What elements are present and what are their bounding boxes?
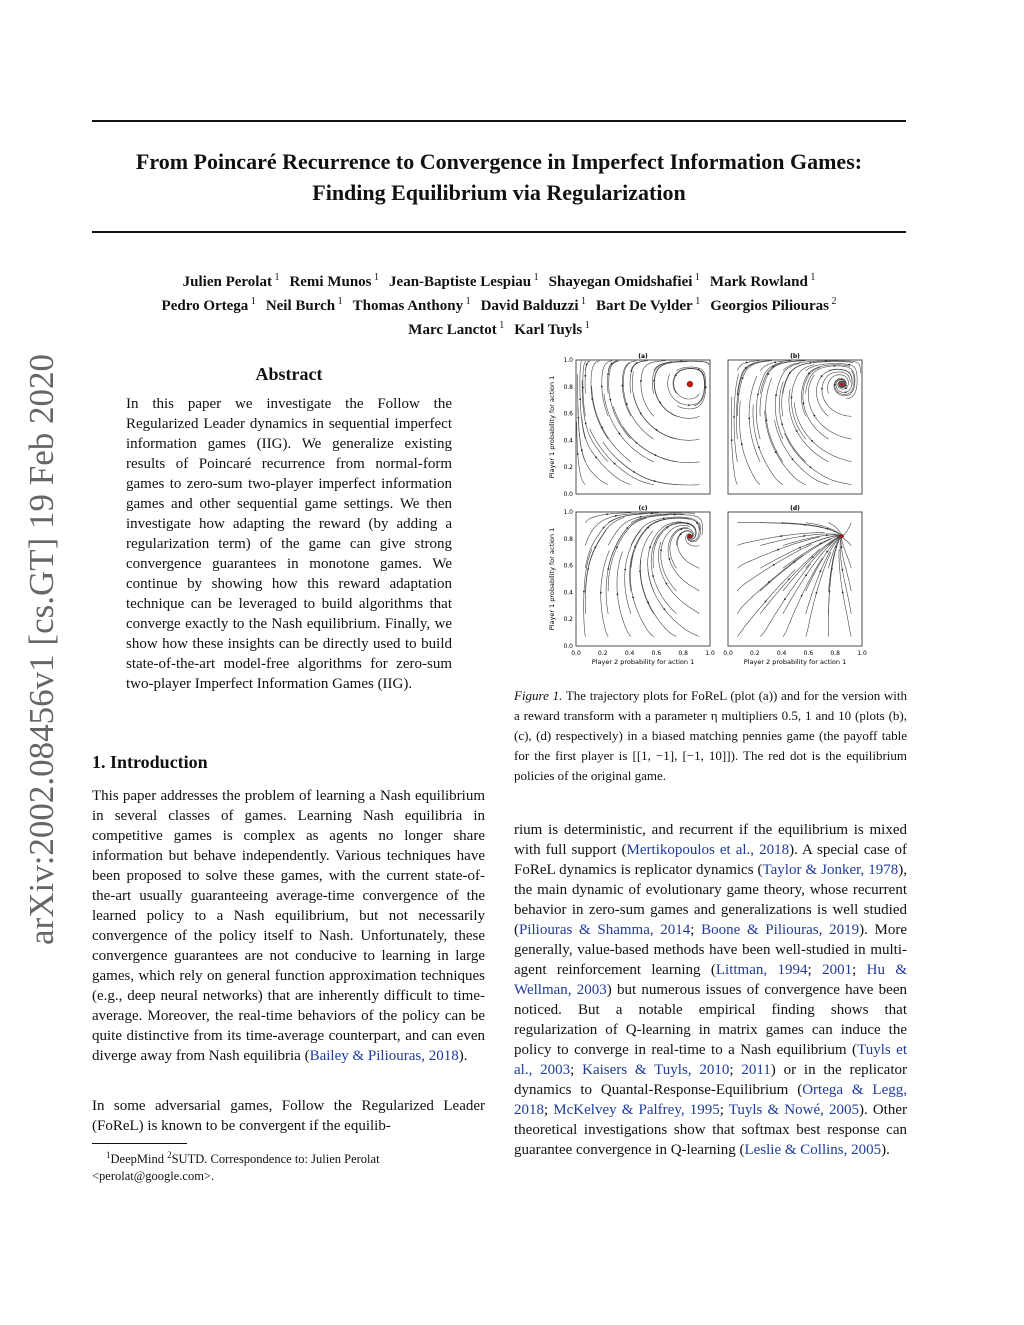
flow-arrow: [584, 375, 586, 377]
abstract-heading: Abstract: [255, 364, 323, 384]
panel-frame: [576, 360, 710, 494]
flow-arrow: [607, 373, 609, 375]
flow-arrow: [765, 601, 767, 603]
flow-arrow: [777, 549, 779, 551]
text-run: ;: [544, 1102, 554, 1118]
equilibrium-dot: [840, 534, 844, 538]
author: [183, 268, 280, 292]
text-run: ;: [729, 1062, 742, 1078]
flow-arrow: [733, 416, 735, 418]
flow-arrow: [659, 401, 661, 403]
flow-arrow: [821, 388, 823, 390]
text-run: ), the main dynamic of evolutionary game theory, whose recurrent behavior in zero-sum games and generalizations is well studied (: [514, 862, 907, 938]
flow-arrow: [606, 513, 608, 515]
citation-link[interactable]: Boone & Piliouras, 2019: [701, 922, 860, 938]
flow-arrow: [813, 415, 815, 417]
author-list: [92, 268, 906, 340]
author: [549, 268, 700, 292]
citation-link[interactable]: Ortega & Legg, 2018: [514, 1082, 907, 1118]
flow-arrow: [705, 386, 707, 388]
x-tick-label: 0.8: [678, 650, 688, 657]
flow-arrow: [742, 377, 744, 379]
equilibrium-dot: [687, 381, 693, 387]
author-name: Jean-Baptiste Lespiau: [389, 274, 532, 290]
y-tick-label: 0.4: [563, 437, 573, 445]
flow-arrow: [840, 546, 842, 548]
x-axis-label: Player 2 probability for action 1: [591, 658, 695, 666]
flow-arrow: [816, 592, 818, 594]
author-name: Neil Burch: [265, 298, 336, 314]
author-name: Marc Lanctot: [408, 322, 497, 338]
flow-arrow: [595, 456, 597, 458]
flow-arrow: [810, 466, 812, 468]
flow-arrow: [834, 384, 836, 386]
footnote-rule: [92, 1143, 187, 1144]
flow-arrow: [581, 449, 583, 451]
abstract-body: In this paper we investigate the Follow the Regularized Leader dynamics in sequential imperfect information games (IIG). We generalize existing results of Poincaré recurrence from normal-form games to zero-sum two-player imperfect information games and other sequential game settings. We then investigate how adapting the reward (by adding a regularization term) of the game can give strong convergence guarantees in monotone games. We continue by showing how this reward adaptation technique can be leveraged to build algorithms that converge exactly to the Nash equilibrium. Finally, we show how these insights can be directly used to build state-of-the-art model-free algorithms for zero-sum two-player Imperfect Information Games (IIG).: [126, 396, 452, 692]
citation-link[interactable]: Tuyls et al., 2003: [514, 1042, 908, 1078]
author-line-2: [92, 292, 906, 316]
flow-arrow: [663, 517, 665, 519]
flow-arrow: [583, 591, 585, 593]
author-name: David Balduzzi: [480, 298, 579, 314]
x-tick-label: 0.4: [776, 650, 787, 657]
flow-arrow: [788, 578, 790, 580]
author: [266, 292, 343, 316]
arxiv-stamp[interactable]: arXiv:2002.08456v1 [cs.GT] 19 Feb 2020: [22, 353, 61, 945]
citation-link[interactable]: Bailey & Piliouras, 2018: [309, 1048, 459, 1064]
panel-label: (c): [638, 505, 648, 512]
text-run: ;: [570, 1062, 583, 1078]
citation-link[interactable]: Taylor & Jonker, 1978: [762, 862, 899, 878]
flow-arrow: [656, 429, 658, 431]
paper-title: [92, 146, 906, 208]
flow-arrow: [741, 443, 743, 445]
x-tick-label: 0.0: [571, 650, 581, 657]
text-run: ;: [852, 962, 867, 978]
citation-link[interactable]: Leslie & Collins, 2005: [744, 1142, 882, 1158]
author: [353, 292, 471, 316]
flow-arrow: [809, 362, 811, 364]
author-affiliation: 1: [496, 320, 505, 331]
figure-caption-label: Figure 1.: [514, 688, 563, 703]
text-run: ;: [690, 922, 702, 938]
x-tick-label: 0.8: [830, 650, 840, 657]
author-affiliation: 2: [828, 296, 837, 307]
y-tick-label: 1.0: [563, 357, 573, 364]
flow-arrow: [791, 396, 793, 398]
flow-arrow: [674, 514, 676, 516]
flow-arrow: [663, 608, 665, 610]
figure-caption-text: The trajectory plots for FoReL (plot (a)) and for the version with a reward transform with a parameter η multipliers 0.5, 1 and 10 (plots (b), (c), (d) respectively) in a biased matching pennies game (the payoff table for the first player is [[1, −1], [−1, 10]]). The red dot is the equilibrium policies of the original game.: [514, 688, 908, 783]
flow-arrow: [615, 515, 617, 517]
flow-arrow: [609, 399, 611, 401]
flow-arrow: [799, 547, 801, 549]
flow-arrow: [614, 463, 616, 465]
top-rule: [92, 120, 906, 122]
author-affiliation: 1: [531, 272, 539, 283]
flow-arrow: [792, 458, 794, 460]
x-tick-label: 0.2: [598, 650, 608, 657]
author: [408, 316, 504, 340]
flow-arrow: [611, 363, 613, 365]
citation-link[interactable]: McKelvey & Palfrey, 1995: [553, 1102, 720, 1118]
author: [481, 292, 586, 316]
flow-arrow: [845, 391, 847, 393]
citation-link[interactable]: Hu & Wellman, 2003: [514, 962, 908, 998]
text-run: ).: [458, 1048, 468, 1064]
flow-arrow: [652, 575, 654, 577]
author: [710, 268, 815, 292]
flow-arrow: [796, 430, 798, 432]
flow-arrow: [647, 527, 649, 529]
flow-arrow: [834, 365, 836, 367]
flow-arrow: [842, 592, 844, 594]
author-line-1: [92, 268, 906, 292]
flow-arrow: [826, 534, 828, 536]
footnote-mark-2: 2: [167, 1150, 172, 1160]
x-tick-label: 0.2: [750, 650, 760, 657]
y-tick-label: 1.0: [563, 509, 573, 516]
text-run: ).: [881, 1142, 890, 1158]
flow-arrow: [669, 558, 671, 560]
citation-link[interactable]: Littman, 1994: [715, 962, 808, 978]
y-tick-label: 0.8: [563, 383, 573, 391]
author-name: Remi Munos: [289, 274, 372, 290]
flow-arrow: [803, 535, 805, 537]
flow-arrow: [821, 375, 823, 377]
y-tick-label: 0.0: [563, 491, 573, 498]
author-name: Pedro Ortega: [161, 298, 249, 314]
panel-label: (d): [790, 505, 800, 512]
flow-arrow: [774, 361, 776, 363]
footnote-text-1: DeepMind: [110, 1152, 168, 1167]
author-affiliation: 1: [335, 296, 343, 307]
flow-arrow: [775, 394, 777, 396]
flow-arrow: [757, 394, 759, 396]
author-affiliation: 1: [807, 272, 816, 283]
text-run: ;: [719, 1102, 729, 1118]
author-affiliation: 1: [692, 296, 701, 307]
title-bottom-rule: [92, 231, 906, 233]
footnote: [92, 1147, 485, 1185]
y-tick-label: 0.6: [563, 410, 573, 418]
author-name: Karl Tuyls: [514, 322, 583, 338]
x-tick-label: 0.4: [624, 650, 635, 657]
flow-arrow: [731, 439, 733, 441]
author-affiliation: 1: [371, 272, 380, 283]
text-run: ;: [807, 962, 823, 978]
flow-arrow: [772, 366, 774, 368]
flow-arrow: [577, 453, 579, 455]
text-run: This paper addresses the problem of learning a Nash equilibrium in several classes of games. Learning Nash equilibria in competitive games is complex as agents no longer share information but behave independently. Various techniques have been proposed to solve these games, with the current state-of-the-art usually guaranteeing average-time convergence of the learned policy to a Nash equilibrium, but not necessarily convergence of the policy itself to Nash. Unfortunately, these convergence guarantees are not conducive to learning in large games, which rely on general function approximation techniques (e.g., deep neural networks) that are inherently difficult to time-average. Moreover, the real-time behaviors of the policy can be quite distinctive from its time-average counterpart, and can even diverge away from Nash equilibria (: [92, 788, 485, 1064]
author-affiliation: 1: [582, 320, 590, 331]
flow-arrow: [594, 547, 596, 549]
flow-arrow: [651, 512, 653, 514]
equilibrium-dot: [688, 534, 692, 538]
flow-arrow: [748, 418, 750, 420]
flow-arrow: [825, 360, 827, 362]
title-line-1: From Poincaré Recurrence to Convergence in Imperfect Information Games:: [135, 149, 863, 174]
flow-arrow: [601, 427, 603, 429]
flow-arrow: [775, 451, 777, 453]
right-column-paragraph: [514, 820, 907, 1160]
text-run: rium is deterministic, and recurrent if the equilibrium is mixed with full support (: [514, 822, 907, 858]
footnote-text-2: SUTD. Correspondence to: Julien Perolat <perolat@google.com>.: [92, 1152, 380, 1184]
flow-arrow: [618, 433, 620, 435]
flow-arrow: [640, 380, 642, 382]
author-affiliation: 1: [692, 272, 700, 283]
flow-arrow: [803, 402, 805, 404]
flow-arrow: [626, 527, 628, 529]
flow-arrow: [746, 362, 748, 364]
flow-arrow: [801, 595, 803, 597]
author-affiliation: 1: [248, 296, 256, 307]
flow-arrow: [660, 549, 662, 551]
flow-arrow: [601, 386, 603, 388]
flow-arrow: [655, 454, 657, 456]
flow-arrow: [617, 593, 619, 595]
text-run: ) or in the replicator dynamics to Quantal-Response-Equilibrium (: [514, 1062, 907, 1098]
flow-arrow: [820, 543, 822, 545]
author-name: Julien Perolat: [182, 274, 272, 290]
author: [162, 292, 256, 316]
flow-arrow: [626, 403, 628, 405]
x-tick-label: 1.0: [857, 650, 867, 657]
author-name: Bart De Vylder: [596, 298, 693, 314]
author-name: Mark Rowland: [709, 274, 808, 290]
footnote-mark-1: 1: [106, 1150, 111, 1160]
flow-arrow: [607, 568, 609, 570]
author-affiliation: 1: [463, 296, 471, 307]
author: [596, 292, 700, 316]
flow-arrow: [805, 574, 807, 576]
section-heading-introduction: 1. Introduction: [92, 752, 208, 772]
flow-arrow: [827, 528, 829, 530]
flow-arrow: [696, 522, 698, 524]
flow-arrow: [845, 387, 847, 389]
author: [710, 292, 836, 316]
author: [514, 316, 589, 340]
flow-arrow: [585, 423, 587, 425]
flow-arrow: [654, 480, 656, 482]
flow-arrow: [780, 535, 782, 537]
flow-arrow: [624, 569, 626, 571]
flow-arrow: [781, 423, 783, 425]
text-run: ). A special case of FoReL dynamics is replicator dynamics (: [514, 842, 908, 878]
y-tick-label: 0.4: [563, 589, 573, 597]
x-tick-label: 1.0: [705, 650, 715, 657]
citation-link[interactable]: Piliouras & Shamma, 2014: [519, 922, 691, 938]
author-name: Shayegan Omidshafiei: [548, 274, 693, 290]
flow-arrow: [666, 583, 668, 585]
author: [389, 268, 539, 292]
text-run: ) but numerous issues of convergence have been noticed. But a notable empirical finding shows that regularization of Q-learning in matrix games can induce the policy to converge in real-time to a Nash equilibrium (: [514, 982, 907, 1058]
x-axis-label: Player 2 probability for action 1: [743, 658, 847, 666]
panel-label: (a): [638, 353, 648, 360]
y-axis-label: Player 1 probability for action 1: [548, 527, 556, 631]
equilibrium-dot: [840, 382, 844, 386]
intro-paragraph-1: [92, 786, 485, 1066]
x-tick-label: 0.0: [723, 650, 733, 657]
y-tick-label: 0.8: [563, 535, 573, 543]
author-name: Georgios Piliouras: [710, 298, 829, 314]
flow-arrow: [616, 546, 618, 548]
flow-arrow: [603, 527, 605, 529]
flow-arrow: [767, 373, 769, 375]
text-run: ). Other theoretical investigations show that softmax best response can guarantee convergence in Q-learning (: [514, 1102, 907, 1158]
flow-arrow: [773, 564, 775, 566]
figure-1: [546, 350, 876, 670]
flow-arrow: [758, 446, 760, 448]
text-run: ). More generally, value-based methods have been well-studied in multi-agent reinforcement learning (: [514, 922, 907, 978]
flow-arrow: [784, 598, 786, 600]
flow-arrow: [600, 592, 602, 594]
flow-arrow: [848, 364, 850, 366]
y-tick-label: 0.0: [563, 643, 573, 650]
flow-arrow: [826, 551, 828, 553]
flow-arrow: [737, 393, 739, 395]
flow-arrow: [640, 516, 642, 518]
title-line-2: Finding Equilibrium via Regularization: [312, 180, 686, 205]
flow-arrow: [820, 570, 822, 572]
author-affiliation: 1: [578, 296, 587, 307]
author: [289, 268, 379, 292]
x-tick-label: 0.6: [651, 650, 662, 657]
flow-arrow: [745, 367, 747, 369]
flow-arrow: [636, 362, 638, 364]
flow-arrow: [586, 364, 588, 366]
flow-arrow: [688, 404, 690, 406]
intro-paragraph-2: In some adversarial games, Follow the Regularized Leader (FoReL) is known to be convergent if the equilib-: [92, 1098, 485, 1134]
citation-link[interactable]: Tuyls & Nowé, 2005: [728, 1102, 859, 1118]
author-name: Thomas Anthony: [352, 298, 464, 314]
citation-link[interactable]: 2001: [822, 962, 853, 978]
figure-caption: [514, 686, 907, 786]
author-line-3: [92, 316, 906, 340]
citation-link[interactable]: Kaisers & Tuyls, 2010: [582, 1062, 730, 1078]
flow-arrow: [632, 596, 634, 598]
flow-arrow: [647, 602, 649, 604]
panel-label: (b): [790, 353, 800, 360]
citation-link[interactable]: Mertikopoulos et al., 2018: [626, 842, 790, 858]
flow-arrow: [649, 546, 651, 548]
y-tick-label: 0.6: [563, 562, 573, 570]
y-tick-label: 0.2: [563, 464, 573, 472]
flow-arrow: [794, 561, 796, 563]
flow-arrow: [812, 556, 814, 558]
y-tick-label: 0.2: [563, 616, 573, 624]
figure-1-svg: [546, 350, 876, 670]
y-axis-label: Player 1 probability for action 1: [548, 375, 556, 479]
flow-arrow: [680, 533, 682, 535]
flow-arrow: [579, 398, 581, 400]
flow-arrow: [811, 440, 813, 442]
author-affiliation: 1: [271, 272, 280, 283]
x-tick-label: 0.6: [803, 650, 814, 657]
citation-link[interactable]: 2011: [741, 1062, 771, 1078]
flow-arrow: [841, 569, 843, 571]
panel-frame: [728, 512, 862, 646]
flow-arrow: [675, 374, 677, 376]
